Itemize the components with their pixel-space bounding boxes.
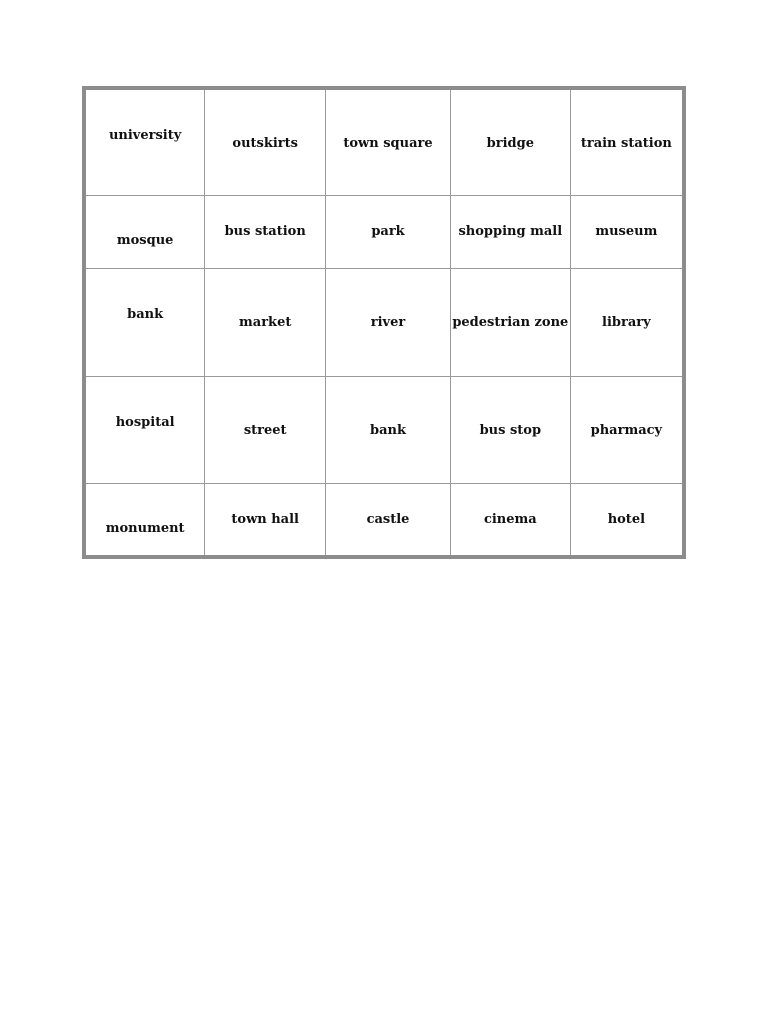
grid-cell <box>84 195 205 268</box>
grid-cell <box>84 88 205 195</box>
cell-label: park <box>371 223 405 239</box>
grid-cell <box>570 376 684 483</box>
grid-cell <box>570 269 684 376</box>
grid-cell <box>326 88 451 195</box>
cell-label: bus stop <box>479 422 542 438</box>
cell-label: town square <box>343 136 433 151</box>
grid-cell <box>205 269 326 376</box>
cell-label: bus station <box>224 223 306 239</box>
cell-label: castle <box>366 512 410 528</box>
grid-cell <box>84 484 205 557</box>
cell-label: library <box>602 315 651 331</box>
grid-cell <box>450 484 570 557</box>
cell-label: street <box>243 422 287 438</box>
grid-cell <box>205 195 326 268</box>
cell-label: river <box>370 315 406 331</box>
cell-label: university <box>108 128 182 143</box>
grid-cell <box>84 376 205 483</box>
grid-cell <box>450 88 570 195</box>
grid-cell <box>326 195 451 268</box>
grid-cell <box>205 376 326 483</box>
cell-label: bridge <box>486 136 534 151</box>
grid-cell <box>84 269 205 376</box>
cell-label: pharmacy <box>590 422 663 438</box>
cell-label: outskirts <box>232 136 298 151</box>
cell-label: monument <box>105 521 185 537</box>
grid-cell <box>205 484 326 557</box>
grid-cell <box>326 269 451 376</box>
grid-cell <box>450 195 570 268</box>
vocabulary-grid <box>82 86 686 559</box>
grid-cell <box>570 88 684 195</box>
cell-label: hotel <box>607 512 646 528</box>
cell-label: market <box>239 315 292 331</box>
cell-label: cinema <box>483 512 537 528</box>
cell-label: shopping mall <box>458 223 563 239</box>
cell-label: bank <box>370 422 406 438</box>
grid-row <box>84 484 684 557</box>
cell-label: museum <box>595 223 658 239</box>
cell-label: mosque <box>116 232 174 248</box>
grid-row <box>84 269 684 376</box>
cell-label: town hall <box>231 512 299 528</box>
cell-label: pedestrian zone <box>452 315 569 331</box>
grid-cell <box>450 376 570 483</box>
grid-row <box>84 376 684 483</box>
grid-cell <box>326 376 451 483</box>
cell-label: hospital <box>115 414 175 430</box>
grid-cell <box>326 484 451 557</box>
grid-cell <box>570 195 684 268</box>
grid-cell <box>205 88 326 195</box>
grid-row <box>84 88 684 195</box>
grid-cell <box>570 484 684 557</box>
grid-row <box>84 195 684 268</box>
grid-cell <box>450 269 570 376</box>
cell-label: bank <box>127 307 164 323</box>
cell-label: train station <box>580 136 672 151</box>
